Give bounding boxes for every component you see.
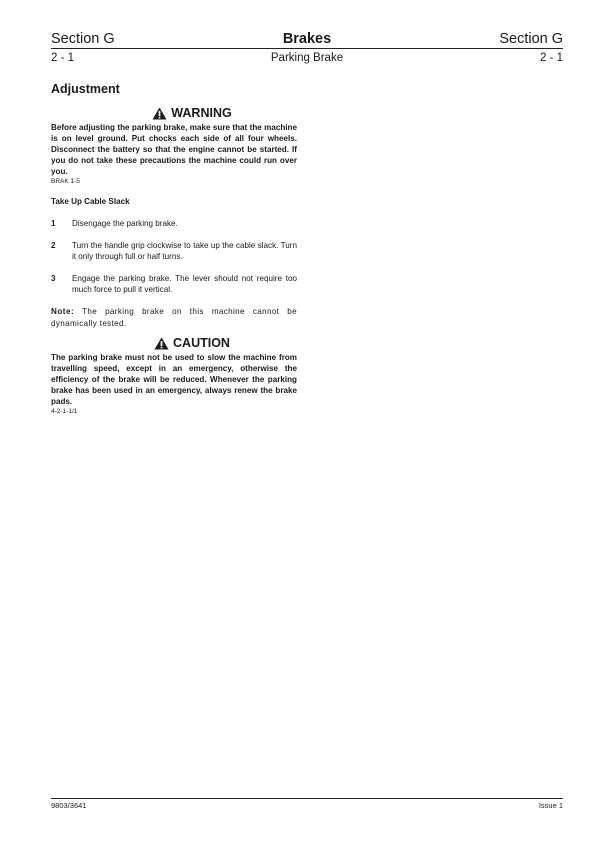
- warning-label: WARNING: [171, 106, 232, 120]
- document-number: 9803/3641: [51, 801, 87, 810]
- procedure-step: [51, 240, 297, 262]
- step-number: 1: [51, 219, 56, 228]
- step-number: 3: [51, 274, 56, 283]
- page-title: Brakes: [282, 31, 332, 47]
- procedure-step: [51, 218, 297, 229]
- page-subheader: [51, 52, 563, 66]
- main-content: [51, 82, 297, 415]
- warning-reference: BRAK 1-5: [51, 178, 80, 185]
- page-subtitle: Parking Brake: [270, 52, 344, 64]
- caution-text: The parking brake must not be used to slow the machine from travelling speed, except in an emergency, otherwise the efficiency of the brake will be reduced. Whenever the parking brake has been used in an emergency, always renew the brake pads.: [51, 353, 297, 406]
- caution-reference: 4-2-1-1/1: [51, 408, 78, 415]
- caution-title: [87, 336, 297, 350]
- caution-label: CAUTION: [173, 336, 230, 350]
- section-heading: Adjustment: [51, 82, 120, 96]
- step-number: 2: [51, 241, 56, 250]
- step-text: Turn the handle grip clockwise to take up the cable slack. Turn it only through full or half turns.: [72, 241, 297, 261]
- page-number-left: 2 - 1: [51, 52, 75, 64]
- procedure-step: [51, 273, 297, 295]
- caution-icon: [154, 337, 169, 350]
- section-label-right: Section G: [499, 31, 563, 47]
- section-label-left: Section G: [51, 31, 115, 47]
- warning-icon: [152, 107, 167, 120]
- issue-label: Issue 1: [538, 801, 563, 810]
- warning-title: [87, 106, 297, 120]
- warning-text: Before adjusting the parking brake, make sure that the machine is on level ground. Put chocks each side of all four wheels. Disconnect the battery so that the engine cannot be started. If you do not take these precautions the machine could run over you.: [51, 123, 297, 176]
- note-text: The parking brake on this machine cannot be dynamically tested.: [51, 307, 297, 328]
- note-label: Note:: [51, 307, 75, 316]
- step-text: Engage the parking brake. The lever should not require too much force to pull it vertical.: [72, 274, 297, 294]
- page-header: [51, 27, 563, 47]
- footer-divider: [51, 798, 563, 799]
- header-divider: [51, 48, 563, 49]
- note: [51, 306, 297, 330]
- page-footer: [51, 801, 563, 810]
- page-number-right: 2 - 1: [539, 52, 563, 64]
- step-text: Disengage the parking brake.: [72, 219, 178, 228]
- procedure-heading: Take Up Cable Slack: [51, 197, 130, 206]
